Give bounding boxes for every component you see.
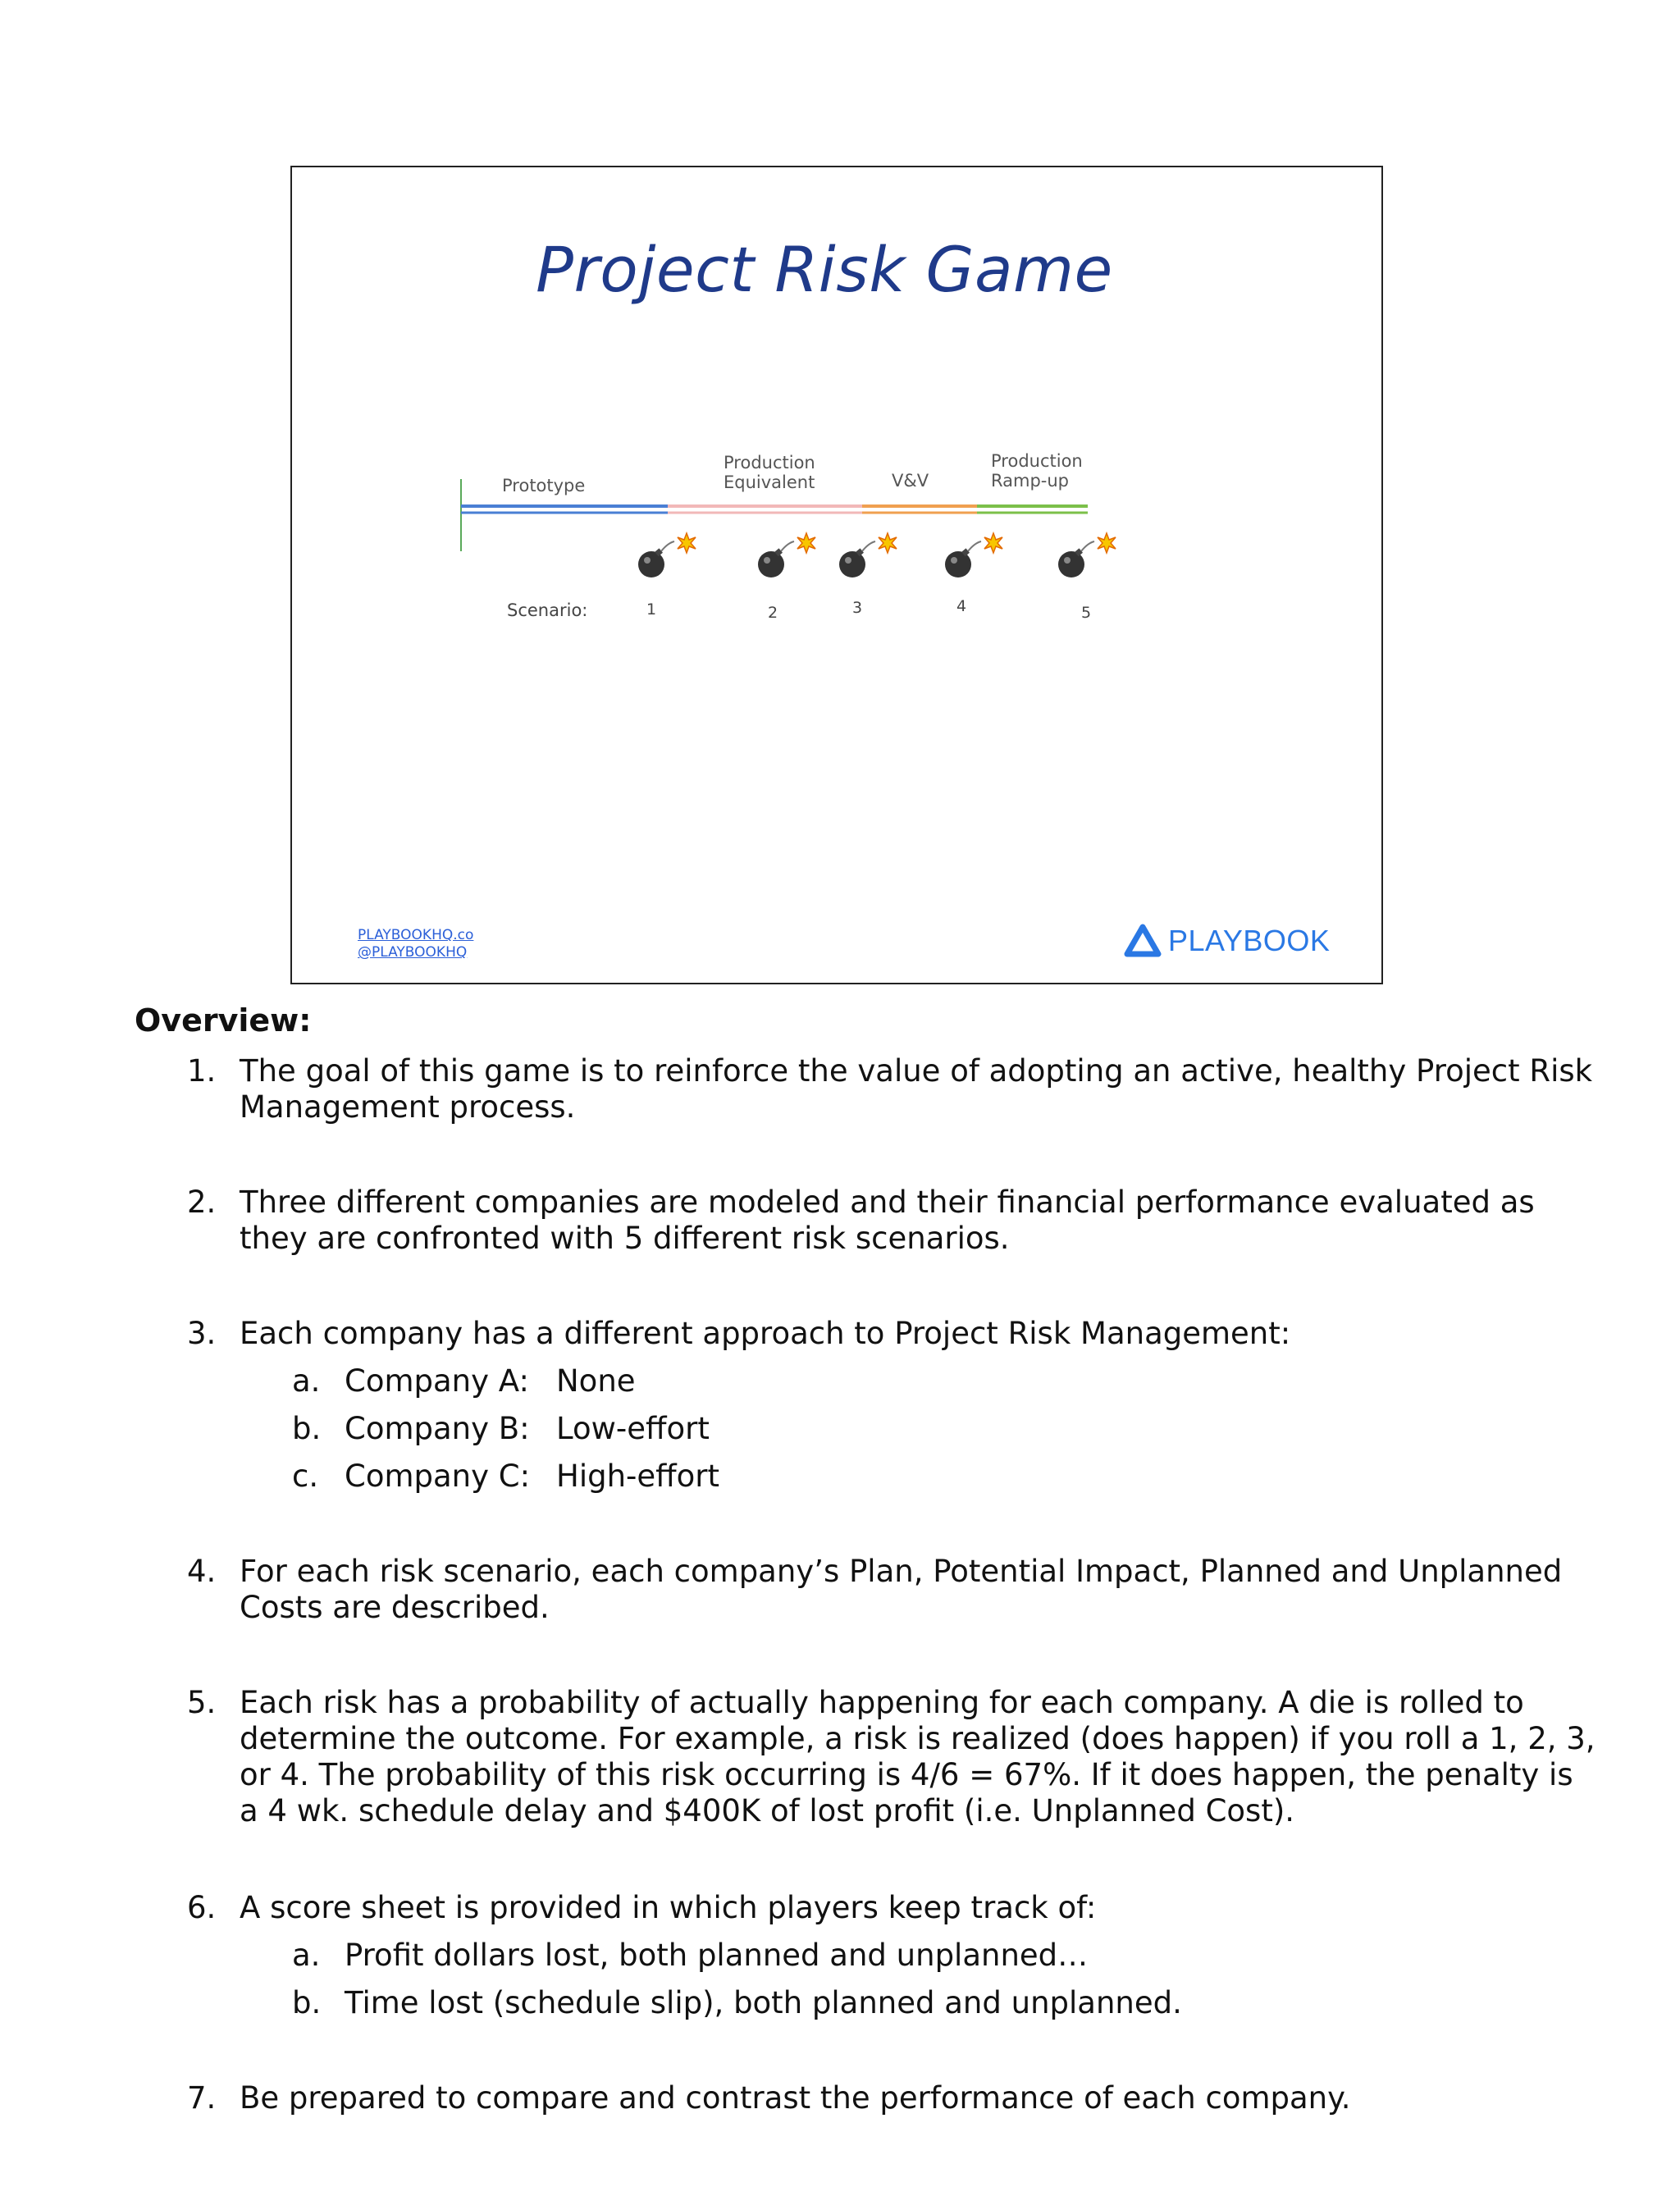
list-text: Each risk has a probability of actually happening for each company. A die is rolled to determine the outcome. For example, a risk is realized (does happen) if you roll a 1, 2, 3, or 4. The probability of this risk occurring is 4/6 = 67%. If it does happen, the penalty is a 4 wk. schedule delay and $400K of lost profit (i.e. Unplanned Cost). (240, 1685, 1596, 1828)
company-approach: Low-effort (556, 1411, 710, 1446)
list-number: 1. (187, 1053, 217, 1089)
sublist-item-company-c (292, 1459, 719, 1495)
playbook-logo-icon (1124, 924, 1162, 958)
sublist-item-company-a (292, 1363, 636, 1399)
phase-label-vv: V&V (892, 471, 929, 491)
scenario-number-1: 1 (646, 600, 657, 619)
scenario-label: Scenario: (507, 600, 588, 620)
phase-label-production-equivalent: Production Equivalent (724, 453, 815, 492)
list-item-7 (187, 2080, 1598, 2116)
bomb-icon-1 (638, 533, 696, 578)
list-item-1 (187, 1053, 1598, 1125)
scenario-number-3: 3 (852, 599, 863, 617)
list-number: 4. (187, 1554, 217, 1589)
bomb-icon-2 (758, 533, 815, 578)
bomb-icon-3 (839, 533, 897, 578)
list-item-5 (187, 1685, 1598, 1829)
list-item-6 (187, 1890, 1598, 1926)
list-number: 6. (187, 1890, 217, 1925)
list-item-4 (187, 1554, 1598, 1626)
list-text: Three different companies are modeled and their financial performance evaluated as they are confronted with 5 different risk scenarios. (240, 1185, 1535, 1256)
company-approach: High-effort (556, 1459, 720, 1494)
list-text: Each company has a different approach to Project Risk Management: (240, 1316, 1291, 1351)
slide-frame (290, 166, 1383, 984)
list-number: 2. (187, 1185, 217, 1220)
scenario-number-4: 4 (956, 597, 967, 615)
list-item-3 (187, 1316, 1598, 1352)
slide-title: Project Risk Game (536, 233, 1113, 306)
project-timeline (292, 167, 1385, 986)
sublist-letter: a. (292, 1363, 321, 1399)
sublist-letter: c. (292, 1459, 319, 1494)
company-name: Company A: (345, 1363, 529, 1399)
phase-label-production-ramp-up: Production Ramp-up (991, 451, 1083, 491)
sublist-item-company-b (292, 1411, 710, 1447)
sublist-letter: b. (292, 1411, 322, 1446)
sublist-letter: b. (292, 1985, 322, 2020)
playbook-logo (1124, 924, 1330, 958)
list-number: 7. (187, 2080, 217, 2116)
bomb-icon-5 (1058, 533, 1116, 578)
list-number: 5. (187, 1685, 217, 1720)
company-approach: None (556, 1363, 636, 1399)
list-text: The goal of this game is to reinforce the value of adopting an active, healthy Project Risk Management process. (240, 1053, 1593, 1125)
list-text: A score sheet is provided in which players keep track of: (240, 1890, 1097, 1925)
sublist-letter: a. (292, 1938, 321, 1973)
bomb-icon-4 (945, 533, 1002, 578)
list-item-2 (187, 1185, 1598, 1257)
sublist-text: Time lost (schedule slip), both planned and unplanned. (345, 1985, 1182, 2020)
sublist-item-profit-lost (292, 1938, 1088, 1974)
footer-link-website[interactable]: PLAYBOOKHQ.co (358, 927, 474, 943)
sublist-text: Profit dollars lost, both planned and unplanned… (345, 1938, 1089, 1973)
list-text: For each risk scenario, each company’s Plan, Potential Impact, Planned and Unplanned Costs are described. (240, 1554, 1563, 1625)
scenario-number-5: 5 (1081, 604, 1092, 622)
list-number: 3. (187, 1316, 217, 1351)
scenario-number-2: 2 (768, 604, 778, 622)
phase-label-prototype: Prototype (502, 476, 586, 495)
company-name: Company C: (345, 1459, 531, 1494)
playbook-logo-text: PLAYBOOK (1168, 924, 1331, 957)
footer-link-handle[interactable]: @PLAYBOOKHQ (358, 944, 468, 961)
sublist-item-time-lost (292, 1985, 1182, 2021)
overview-heading: Overview: (135, 1002, 312, 1039)
company-name: Company B: (345, 1411, 530, 1446)
list-text: Be prepared to compare and contrast the performance of each company. (240, 2080, 1351, 2116)
footer-links (358, 927, 473, 961)
